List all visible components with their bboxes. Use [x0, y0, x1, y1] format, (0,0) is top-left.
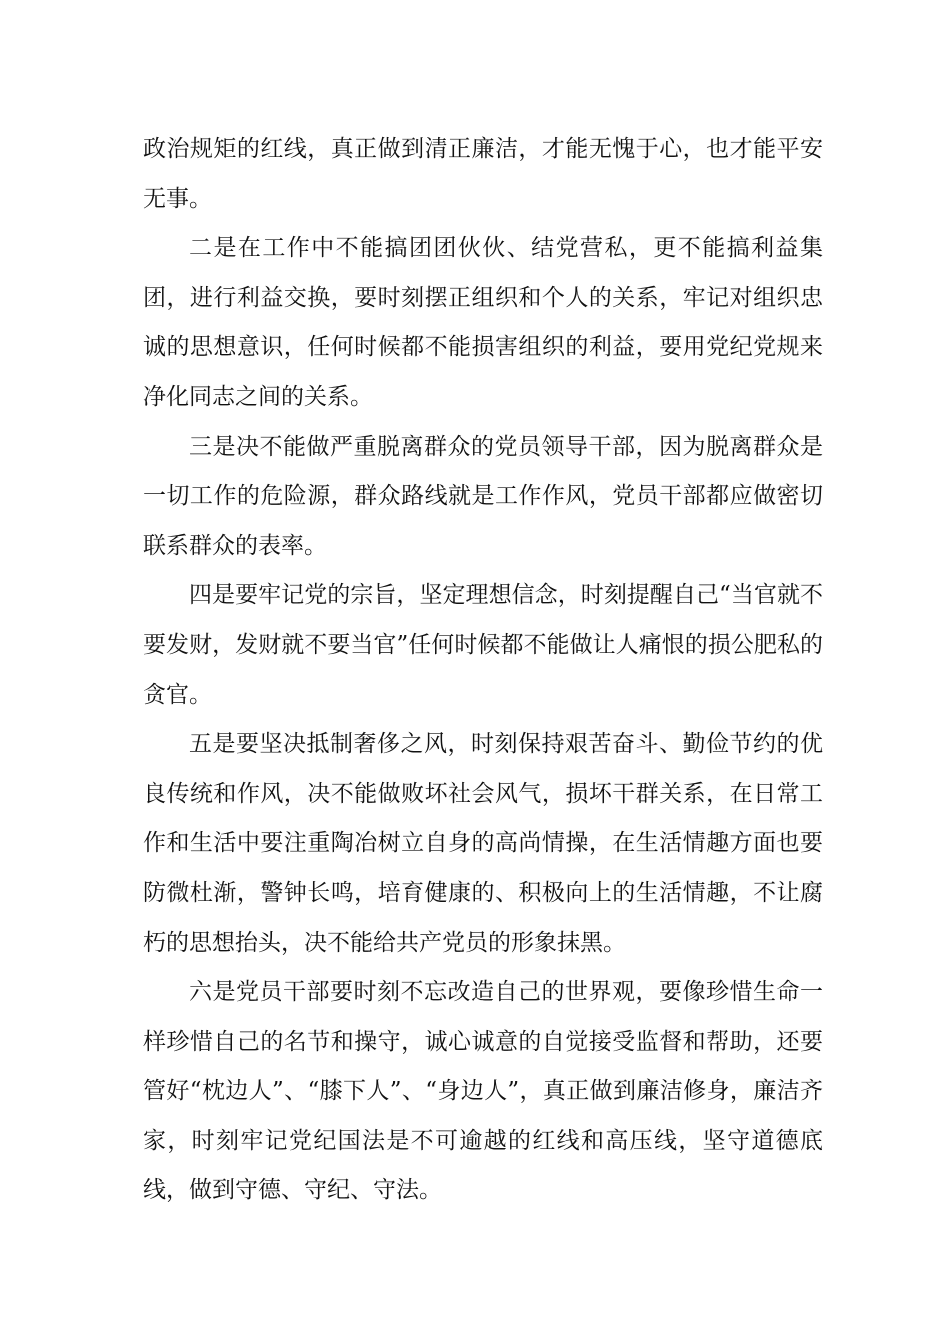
document-body [143, 125, 823, 1216]
paragraph-point-two: 二是在工作中不能搞团团伙伙、结党营私，更不能搞利益集团，进行利益交换，要时刻摆正组织和个人的关系，牢记对组织忠诚的思想意识，任何时候都不能损害组织的利益，要用党纪党规来净化同志之间的关系。 [143, 235, 823, 410]
paragraph-point-three: 三是决不能做严重脱离群众的党员领导干部，因为脱离群众是一切工作的危险源，群众路线就是工作作风，党员干部都应做密切联系群众的表率。 [143, 433, 823, 559]
paragraph-point-six: 六是党员干部要时刻不忘改造自己的世界观，要像珍惜生命一样珍惜自己的名节和操守，诚心诚意的自觉接受监督和帮助，还要管好“枕边人”、“膝下人”、“身边人”，真正做到廉洁修身，廉洁齐家，时刻牢记党纪国法是不可逾越的红线和高压线，坚守道德底线，做到守德、守纪、守法。 [143, 979, 823, 1204]
paragraph-continuation: 政治规矩的红线，真正做到清正廉洁，才能无愧于心，也才能平安无事。 [143, 136, 823, 212]
paragraph-point-five: 五是要坚决抵制奢侈之风，时刻保持艰苦奋斗、勤俭节约的优良传统和作风，决不能做败坏社会风气，损坏干群关系，在日常工作和生活中要注重陶冶树立自身的高尚情操，在生活情趣方面也要防微杜渐，警钟长鸣，培育健康的、积极向上的生活情趣，不让腐朽的思想抬头，决不能给共产党员的形象抹黑。 [143, 731, 823, 956]
paragraph-point-four: 四是要牢记党的宗旨，坚定理想信念，时刻提醒自己“当官就不要发财，发财就不要当官”任何时候都不能做让人痛恨的损公肥私的贪官。 [143, 582, 823, 708]
